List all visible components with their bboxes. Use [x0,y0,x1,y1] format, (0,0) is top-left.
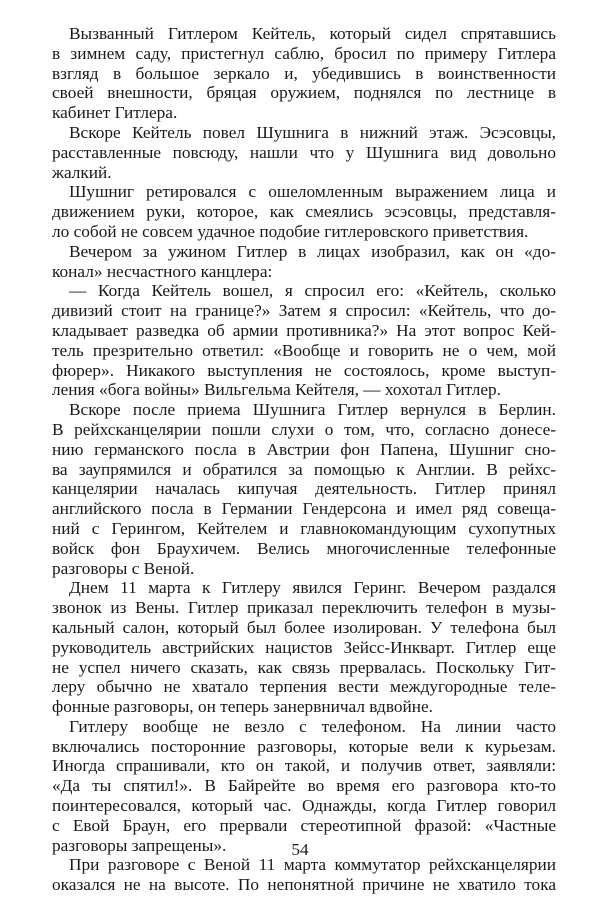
paragraph [52,281,556,400]
text-line: ления «бога войны» Вильгельма Кейтеля, — хохотал Гитлер. [52,380,501,400]
text-line: кальный салон, который был более изолирован. У телефона был [52,617,556,637]
text-line: поинтересовался, который час. Однажды, когда Гитлер говорил [52,796,556,816]
text-line: При разговоре с Веной 11 марта коммутатор рейхсканцелярии [69,855,556,875]
text-line: Иногда спрашивали, кто он такой, и получив ответ, заявляли: [52,756,556,776]
text-line: кладывает разведка об армии противника?» На этот вопрос Кей- [52,320,556,340]
text-line: жалкий. [52,162,112,182]
paragraph [52,717,556,856]
page-body [52,24,556,895]
text-line: Вечером за ужином Гитлер в лицах изобразил, как он «до- [69,241,556,261]
text-line: взгляд в большое зеркало и, убедившись в воинственности [52,63,556,83]
paragraph [52,855,556,895]
text-line: ний с Герингом, Кейтелем и главнокомандующим сухопутных [52,518,556,538]
text-line: нию германского посла в Австрии фон Папена, Шушниг сно- [52,439,556,459]
text-line: Шушниг ретировался с ошеломленным выражением лица и [69,182,556,202]
text-line: Гитлеру вообще не везло с телефоном. На линии часто [69,716,556,736]
text-line: канцелярии началась кипучая деятельность. Гитлер принял [52,479,556,499]
text-line: Днем 11 марта к Гитлеру явился Геринг. Вечером раздался [69,578,556,598]
text-line: руководитель австрийских нацистов Зейсс-Инкварт. Гитлер еще [52,637,556,657]
text-line: расставленные повсюду, нашли что у Шушнига вид довольно [52,142,556,162]
text-line: кабинет Гитлера. [52,103,178,123]
text-line: ло собой не совсем удачное подобие гитлеровского приветствия. [52,221,529,241]
text-line: звонок из Вены. Гитлер приказал переключить телефон в музы- [52,598,556,618]
text-line: разговоры с Веной. [52,558,195,578]
paragraph [52,578,556,717]
paragraph [52,400,556,578]
paragraph [52,123,556,182]
text-line: своей внешности, бряцая оружием, поднялся по лестнице в [52,83,556,103]
text-line: ва заупрямился и обратился за помощью к Англии. В рейхс- [52,459,556,479]
text-line: конал» несчастного канцлера: [52,261,273,281]
text-line: английского посла в Германии Гендерсона и имел ряд совеща- [52,499,556,519]
text-line: оказался не на высоте. По непонятной причине не хватило тока [52,875,556,895]
text-line: «Да ты спятил!». В Байрейте во время его разговора кто-то [52,776,556,796]
paragraph [52,242,556,282]
text-line: движением руки, которое, как смеялись эсэсовцы, представля- [52,202,556,222]
text-line: леру обычно не хватало терпения вести междугородные теле- [52,677,556,697]
text-line: тель презрительно ответил: «Вообще и говорить не о чем, мой [52,340,556,360]
text-line: фонные разговоры, он теперь занервничал вдвойне. [52,697,433,717]
text-line: Вскоре Кейтель повел Шушнига в нижний этаж. Эсэсовцы, [69,122,556,142]
text-line: Вызванный Гитлером Кейтель, который сидел спрятавшись [69,24,556,43]
paragraph [52,24,556,123]
text-line: войск фон Браухичем. Велись многочисленные телефонные [52,538,556,558]
text-line: Вскоре после приема Шушнига Гитлер вернулся в Берлин. [69,400,556,420]
text-line: в зимнем саду, пристегнул саблю, бросил по примеру Гитлера [52,43,556,63]
text-line: фюрер». Никакого выступления не состоялось, кроме выступ- [52,360,556,380]
text-line: — Когда Кейтель вошел, я спросил его: «Кейтель, сколько [69,281,556,301]
text-line: разговоры запрещены». [52,835,227,855]
text-line: дивизий стоит на границе?» Затем я спросил: «Кейтель, что до- [52,301,556,321]
text-line: В рейхсканцелярии пошли слухи о том, что, согласно донесе- [52,419,556,439]
text-line: не успел ничего сказать, как связь прервалась. Поскольку Гит- [52,657,556,677]
text-line: включались посторонние разговоры, которые вели к курьезам. [52,736,556,756]
page-number: 54 [291,840,309,859]
text-line: с Евой Браун, его прервали стереотипной фразой: «Частные [52,815,556,835]
paragraph [52,182,556,241]
